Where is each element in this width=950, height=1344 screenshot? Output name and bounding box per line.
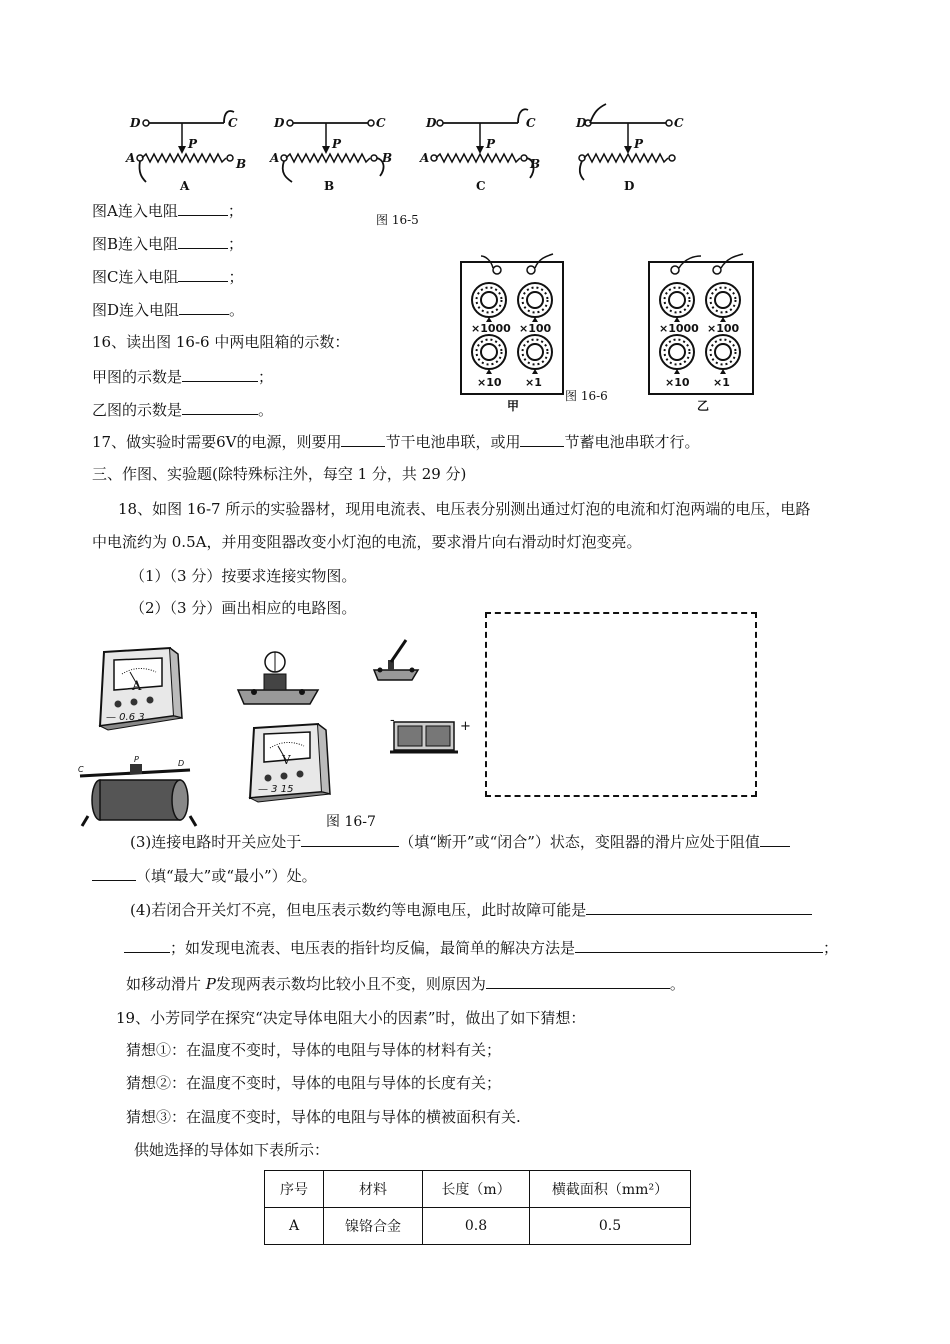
answer-blank[interactable] bbox=[92, 865, 136, 881]
answer-blank[interactable] bbox=[179, 299, 229, 315]
svg-text:C: C bbox=[526, 116, 536, 130]
figure-caption: 图 16-5 bbox=[376, 213, 419, 227]
svg-text:×1: ×1 bbox=[525, 376, 542, 389]
svg-text:C: C bbox=[228, 116, 238, 130]
svg-text:C: C bbox=[376, 116, 386, 130]
rheostat-icon bbox=[78, 755, 196, 826]
table-cell: A bbox=[265, 1208, 324, 1245]
figure-16-7 bbox=[78, 630, 478, 830]
diagram-label: A bbox=[180, 179, 190, 193]
answer-blank[interactable] bbox=[341, 431, 385, 447]
svg-text:C: C bbox=[476, 179, 486, 193]
terminal-label: D bbox=[130, 116, 141, 130]
q18-sub2: （2）（3 分）画出相应的电路图。 bbox=[130, 599, 357, 617]
answer-blank[interactable] bbox=[182, 399, 258, 415]
circuit-drawing-area[interactable] bbox=[485, 612, 757, 797]
answer-blank[interactable] bbox=[178, 200, 228, 216]
svg-text:B: B bbox=[236, 157, 247, 171]
q19-stem: 19、小芳同学在探究“决定导体电阻大小的因素”时，做出了如下猜想： bbox=[116, 1009, 586, 1027]
q17: 17、做实验时需要6V的电源，则要用 节干电池串联，或用 节蓄电池串联才行。 bbox=[92, 433, 700, 451]
answer-blank[interactable] bbox=[760, 831, 790, 847]
q15-line-b: 图B连入电阻 ； bbox=[92, 235, 244, 253]
table-header-row bbox=[265, 1171, 691, 1208]
svg-text:×1: ×1 bbox=[713, 376, 730, 389]
table-header: 横截面积（mm²） bbox=[530, 1171, 691, 1208]
rheostat-diagram-a bbox=[125, 111, 246, 193]
table-cell: 镍铬合金 bbox=[324, 1208, 423, 1245]
table-cell: 0.5 bbox=[530, 1208, 691, 1245]
svg-text:— 3 15: — 3 15 bbox=[258, 784, 294, 795]
q18-sub3: (3)连接电路时开关应处于 （填“断开”或“闭合”）状态，变阻器的滑片应处于阻值 bbox=[130, 831, 790, 852]
svg-text:P: P bbox=[634, 137, 644, 151]
conductor-table bbox=[264, 1170, 691, 1245]
q18-sub4-cont: ；如发现电流表、电压表的指针均反偏，最简单的解决方法是 ； bbox=[124, 937, 838, 958]
resistance-box-yi bbox=[649, 254, 753, 413]
svg-text:P: P bbox=[134, 755, 139, 764]
svg-text:D: D bbox=[178, 759, 185, 768]
answer-blank[interactable] bbox=[575, 937, 823, 953]
svg-text:×100: ×100 bbox=[519, 322, 552, 335]
svg-text:×10: ×10 bbox=[477, 376, 502, 389]
svg-text:×1000: ×1000 bbox=[471, 322, 511, 335]
svg-text:+: + bbox=[460, 719, 471, 734]
q18-sub4: (4)若闭合开关灯不亮，但电压表示数约等电源电压，此时故障可能是 bbox=[130, 899, 812, 920]
svg-text:A: A bbox=[132, 679, 142, 694]
rheostat-diagram-b bbox=[269, 116, 392, 193]
rheostat-diagram-d bbox=[575, 104, 684, 193]
svg-text:A: A bbox=[126, 151, 136, 165]
q16-yi: 乙图的示数是 。 bbox=[92, 401, 274, 419]
q18-line1: 18、如图 16-7 所示的实验器材，现用电流表、电压表分别测出通过灯泡的电流和灯泡两端的电压，电路 bbox=[118, 500, 811, 518]
q18-line2: 中电流约为 0.5A，并用变阻器改变小灯泡的电流，要求滑片向右滑动时灯泡变亮。 bbox=[92, 533, 642, 551]
section-heading: 三、作图、实验题(除特殊标注外，每空 1 分，共 29 分) bbox=[92, 465, 467, 483]
svg-text:D: D bbox=[274, 116, 285, 130]
svg-text:D: D bbox=[624, 179, 635, 193]
figure-caption: 图 16-7 bbox=[326, 814, 376, 830]
battery-icon bbox=[390, 713, 471, 752]
svg-text:C: C bbox=[674, 116, 684, 130]
answer-blank[interactable] bbox=[486, 973, 670, 989]
svg-text:×1000: ×1000 bbox=[659, 322, 699, 335]
table-row bbox=[265, 1208, 691, 1245]
svg-text:D: D bbox=[576, 116, 587, 130]
q16-stem: 16、读出图 16-6 中两电阻箱的示数： bbox=[92, 333, 350, 351]
svg-text:D: D bbox=[426, 116, 437, 130]
switch-icon bbox=[374, 640, 418, 680]
table-header: 长度（m） bbox=[423, 1171, 530, 1208]
svg-text:-: - bbox=[390, 713, 395, 728]
q19-guess-2: 猜想②：在温度不变时，导体的电阻与导体的长度有关； bbox=[126, 1074, 502, 1092]
svg-text:甲: 甲 bbox=[507, 399, 520, 413]
ammeter-icon bbox=[100, 648, 182, 730]
answer-blank[interactable] bbox=[178, 233, 228, 249]
table-header: 材料 bbox=[324, 1171, 423, 1208]
svg-text:B: B bbox=[530, 157, 541, 171]
voltmeter-icon bbox=[250, 724, 330, 802]
answer-blank[interactable] bbox=[124, 937, 170, 953]
answer-blank[interactable] bbox=[301, 831, 399, 847]
q15-line-d: 图D连入电阻 。 bbox=[92, 301, 245, 319]
svg-text:×100: ×100 bbox=[707, 322, 740, 335]
figure-16-6 bbox=[455, 248, 765, 418]
svg-text:B: B bbox=[382, 151, 393, 165]
resistance-box-jia bbox=[461, 254, 563, 413]
figure-caption: 图 16-6 bbox=[565, 389, 608, 403]
svg-text:C: C bbox=[78, 765, 84, 774]
figure-16-5 bbox=[120, 98, 700, 198]
answer-blank[interactable] bbox=[586, 899, 812, 915]
q16-jia: 甲图的示数是 ； bbox=[92, 368, 274, 386]
q19-guess-3: 猜想③：在温度不变时，导体的电阻与导体的横被面积有关. bbox=[126, 1108, 521, 1126]
answer-blank[interactable] bbox=[182, 366, 258, 382]
q15-line-c: 图C连入电阻 ； bbox=[92, 268, 244, 286]
q18-sub1: （1）（3 分）按要求连接实物图。 bbox=[130, 567, 357, 585]
svg-text:P: P bbox=[486, 137, 496, 151]
svg-text:— 0.6 3: — 0.6 3 bbox=[106, 712, 145, 723]
answer-blank[interactable] bbox=[178, 266, 228, 282]
svg-text:A: A bbox=[270, 151, 280, 165]
svg-text:×10: ×10 bbox=[665, 376, 690, 389]
svg-text:A: A bbox=[420, 151, 430, 165]
q19-table-intro: 供她选择的导体如下表所示： bbox=[134, 1141, 330, 1159]
lamp-icon bbox=[238, 652, 318, 704]
q18-sub4-last: 如移动滑片 P发现两表示数均比较小且不变，则原因为 。 bbox=[126, 975, 685, 993]
svg-text:P: P bbox=[188, 137, 198, 151]
table-header: 序号 bbox=[265, 1171, 324, 1208]
svg-text:P: P bbox=[332, 137, 342, 151]
svg-text:B: B bbox=[324, 179, 335, 193]
svg-text:V: V bbox=[282, 753, 291, 767]
rheostat-diagram-c bbox=[419, 109, 540, 193]
q18-sub3-cont: （填“最大”或“最小”）处。 bbox=[92, 865, 317, 886]
q15-line-a: 图A连入电阻 ； bbox=[92, 202, 243, 220]
answer-blank[interactable] bbox=[520, 431, 564, 447]
q19-guess-1: 猜想①：在温度不变时，导体的电阻与导体的材料有关； bbox=[126, 1041, 502, 1059]
table-cell: 0.8 bbox=[423, 1208, 530, 1245]
svg-text:乙: 乙 bbox=[697, 399, 710, 413]
